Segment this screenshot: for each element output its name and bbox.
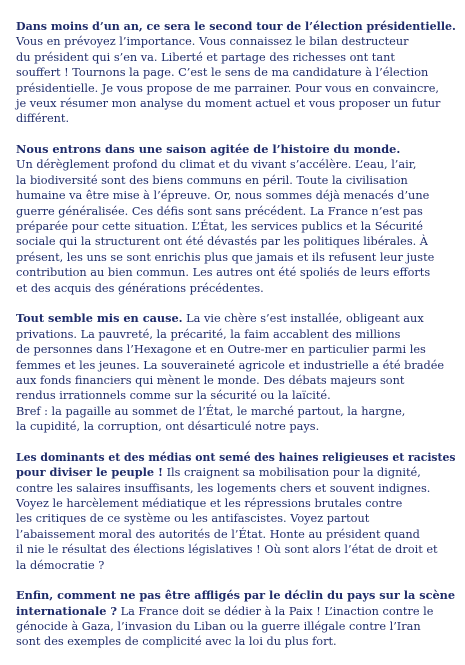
bold-lead-text: Dans moins d’un an, ce sera le second tour de l’élection présidentielle.	[16, 19, 456, 33]
body-text: La France doit se dédier à la Paix ! L’inaction contre le	[117, 604, 434, 618]
text-line	[16, 311, 456, 326]
text-line	[16, 588, 456, 603]
paragraph	[16, 19, 456, 127]
body-text: humaine va être mise à l’épreuve. Or, nous sommes déjà menacés d’une	[16, 189, 430, 203]
body-text: souffert ! Tournons la page. C’est le sens de ma candidature à l’élection	[16, 66, 429, 80]
body-text: La vie chère s’est installée, obligeant aux	[182, 312, 424, 326]
body-text: rendus irrationnels comme sur la sécurité ou la laïcité.	[16, 389, 331, 403]
body-text: les critiques de ce système ou les antifascistes. Voyez partout	[16, 512, 370, 526]
text-line	[16, 173, 456, 188]
body-text: la cupidité, la corruption, ont désarticulé notre pays.	[16, 420, 320, 434]
body-text: de personnes dans l’Hexagone et en Outre-mer en particulier parmi les	[16, 343, 426, 357]
body-text: et des acquis des générations précédentes.	[16, 281, 264, 295]
text-line	[16, 496, 456, 511]
text-line	[16, 188, 456, 203]
body-text: la biodiversité sont des biens communs en péril. Toute la civilisation	[16, 173, 408, 187]
body-text: la démocratie ?	[16, 558, 105, 572]
paragraph	[16, 450, 456, 573]
body-text: sociale qui la structurent ont été dévastés par les politiques libérales. À	[16, 235, 428, 249]
text-line	[16, 219, 456, 234]
bold-lead-text: Nous entrons dans une saison agitée de l’histoire du monde.	[16, 142, 401, 157]
body-text: Vous en prévoyez l’importance. Vous connaissez le bilan destructeur	[16, 35, 409, 49]
bold-lead-text: Les dominants et des médias ont semé des haines religieuses et racistes	[16, 449, 456, 464]
text-line	[16, 419, 456, 434]
paragraph	[16, 311, 456, 434]
text-line	[16, 342, 456, 357]
body-text: contre les salaires insuffisants, les logements chers et souvent indignes.	[16, 481, 431, 495]
body-text: aux fonds financiers qui mènent le monde. Des débats majeurs sont	[16, 373, 405, 387]
text-line	[16, 449, 456, 465]
text-line	[16, 142, 456, 157]
letter-body	[16, 19, 456, 665]
text-line	[16, 465, 456, 480]
text-line	[16, 527, 456, 542]
text-line	[16, 96, 456, 111]
body-text: présidentielle. Je vous propose de me parrainer. Pour vous en convaincre,	[16, 81, 439, 95]
text-line	[16, 81, 456, 96]
text-line	[16, 19, 456, 34]
text-line	[16, 604, 456, 619]
body-text: Bref : la pagaille au sommet de l’État, le marché partout, la hargne,	[16, 404, 406, 418]
text-line	[16, 265, 456, 280]
text-line	[16, 34, 456, 49]
text-line	[16, 542, 456, 557]
text-line	[16, 404, 456, 419]
text-line	[16, 358, 456, 373]
paragraph	[16, 588, 456, 650]
body-text: du président qui s’en va. Liberté et partage des richesses ont tant	[16, 50, 395, 64]
body-text: préparée pour cette situation. L’État, les services publics et la Sécurité	[16, 220, 423, 234]
body-text: Ils craignent sa mobilisation pour la dignité,	[163, 466, 421, 480]
body-text: je veux résumer mon analyse du moment actuel et vous proposer un futur	[16, 97, 441, 111]
text-line	[16, 234, 456, 249]
bold-lead-text: Tout semble mis en cause.	[16, 311, 183, 326]
body-text: génocide à Gaza, l’invasion du Liban ou la guerre illégale contre l’Iran	[16, 619, 421, 633]
body-text: Un dérèglement profond du climat et du vivant s’accélère. L’eau, l’air,	[16, 158, 417, 172]
text-line	[16, 619, 456, 634]
paragraph	[16, 142, 456, 296]
text-line	[16, 558, 456, 573]
bold-lead-text: pour diviser le peuple !	[16, 465, 163, 480]
body-text: contribution au bien commun. Les autres ont été spoliés de leurs efforts	[16, 266, 431, 280]
text-line	[16, 250, 456, 265]
text-line	[16, 327, 456, 342]
body-text: femmes et les jeunes. La souveraineté agricole et industrielle a été bradée	[16, 358, 445, 372]
body-text: différent.	[16, 112, 70, 126]
text-line	[16, 50, 456, 65]
body-text: l’abaissement moral des autorités de l’État. Honte au président quand	[16, 527, 420, 541]
body-text: il nie le résultat des élections législatives ! Où sont alors l’état de droit et	[16, 543, 438, 557]
text-line	[16, 204, 456, 219]
body-text: sont des exemples de complicité avec la loi du plus fort.	[16, 635, 337, 649]
text-line	[16, 481, 456, 496]
body-text: privations. La pauvreté, la précarité, la faim accablent des millions	[16, 327, 401, 341]
bold-lead-text: Enfin, comment ne pas être affligés par le déclin du pays sur la scène	[16, 588, 456, 603]
body-text: présent, les uns se sont enrichis plus que jamais et ils refusent leur juste	[16, 250, 435, 264]
text-line	[16, 65, 456, 80]
body-text: Voyez le harcèlement médiatique et les répressions brutales contre	[16, 496, 403, 510]
text-line	[16, 634, 456, 649]
bold-lead-text: internationale ?	[16, 603, 118, 618]
body-text: guerre généralisée. Ces défis sont sans précédent. La France n’est pas	[16, 204, 423, 218]
text-line	[16, 388, 456, 403]
text-line	[16, 511, 456, 526]
text-line	[16, 111, 456, 126]
text-line	[16, 281, 456, 296]
text-line	[16, 157, 456, 172]
text-line	[16, 373, 456, 388]
